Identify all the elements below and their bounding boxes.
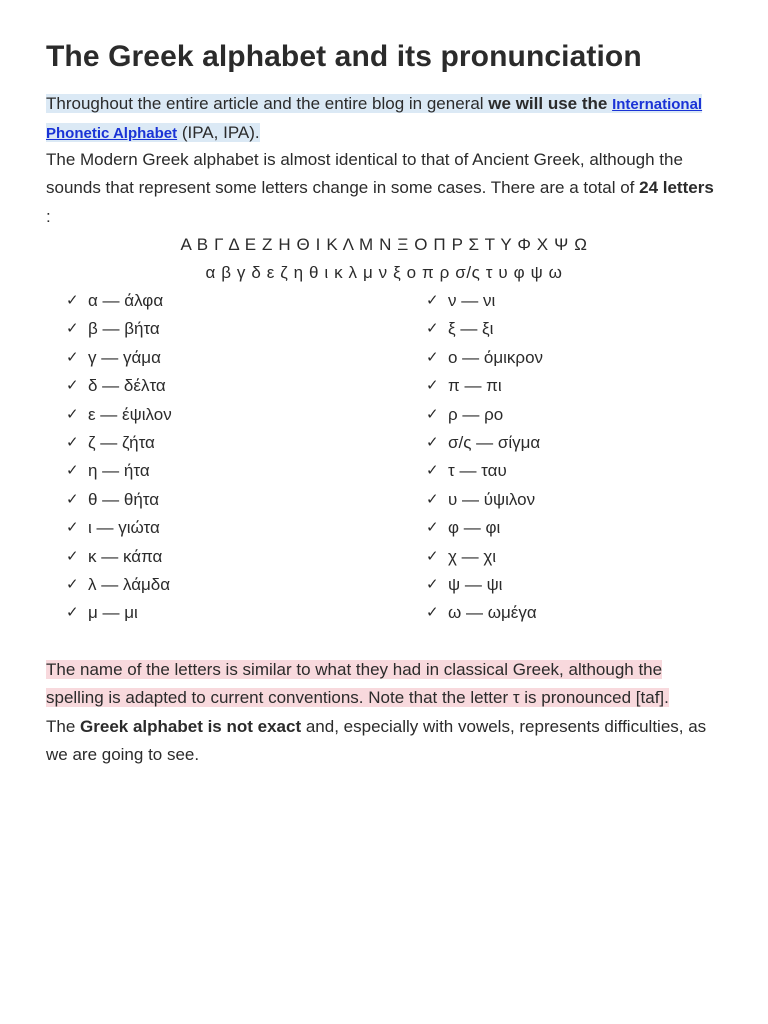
letter-name: υ — ύψιλον — [448, 489, 536, 509]
intro-highlight — [46, 94, 702, 142]
checkmark-icon: ✓ — [426, 348, 439, 366]
checkmark-icon: ✓ — [66, 575, 79, 593]
checkmark-icon: ✓ — [66, 490, 79, 508]
checkmark-icon: ✓ — [66, 547, 79, 565]
letter-list-item — [66, 599, 172, 627]
checkmark-icon: ✓ — [426, 377, 439, 395]
checkmark-icon: ✓ — [426, 547, 439, 565]
checkmark-icon: ✓ — [66, 320, 79, 338]
intro-paragraph — [46, 90, 722, 149]
letter-list-item — [426, 543, 543, 571]
letter-name: ι — γιώτα — [88, 518, 160, 538]
letter-list-item — [426, 486, 543, 514]
checkmark-icon: ✓ — [66, 292, 79, 309]
letter-names-paragraph — [46, 656, 722, 713]
letter-list-item — [66, 287, 172, 315]
checkmark-icon: ✓ — [66, 405, 79, 423]
letter-name: ο — όμικρον — [448, 347, 544, 367]
letter-name: μ — μι — [88, 603, 138, 623]
checkmark-icon: ✓ — [426, 405, 439, 423]
letter-name: γ — γάμα — [88, 347, 161, 367]
checkmark-icon: ✓ — [426, 575, 439, 593]
lowercase-alphabet: α β γ δ ε ζ η θ ι κ λ μ ν ξ ο π ρ σ/ς τ υ φ ψ ω — [205, 263, 563, 282]
modern-alphabet-paragraph: The Modern Greek alphabet is almost identical to that of Ancient Greek, although the sounds that represent some letters change in some cases. There are a total of 24 letters : — [46, 150, 714, 226]
letter-name: ε — έψιλον — [88, 404, 172, 424]
checkmark-icon: ✓ — [426, 433, 439, 451]
letter-name: β — βήτα — [88, 319, 160, 339]
letter-name: ζ — ζήτα — [88, 432, 155, 452]
letter-list-item — [66, 543, 172, 571]
letter-list-item — [426, 287, 543, 315]
checkmark-icon: ✓ — [66, 348, 79, 366]
ipa-link[interactable]: International Phonetic Alphabet — [46, 96, 703, 143]
letter-list-item — [426, 315, 543, 343]
letter-list-item — [66, 514, 172, 542]
letter-name: κ — κάπα — [88, 546, 163, 566]
letter-name: δ — δέλτα — [88, 376, 166, 396]
letter-name: ω — ωμέγα — [448, 603, 537, 623]
letter-count: 24 letters — [639, 178, 714, 198]
letter-list-item — [66, 429, 172, 457]
letter-name: η — ήτα — [88, 461, 150, 481]
intro-text-end: (IPA, IPA). — [177, 123, 260, 143]
letter-name: ψ — ψι — [448, 574, 503, 594]
letter-name: ν — νι — [448, 291, 496, 310]
intro-bold: we will use the — [488, 94, 608, 113]
letter-list-item — [66, 571, 172, 599]
letter-list-item — [426, 372, 543, 400]
letters-list-left — [66, 287, 172, 628]
letter-list-item — [426, 457, 543, 485]
exactness-paragraph: The Greek alphabet is not exact and, especially with vowels, represents difficulties, as we are going to see. — [46, 717, 707, 765]
letter-list-item — [66, 315, 172, 343]
letter-name: ξ — ξι — [448, 319, 494, 339]
letter-name: θ — θήτα — [88, 489, 160, 509]
letter-list-item — [66, 344, 172, 372]
page-title: The Greek alphabet and its pronunciation — [46, 40, 642, 73]
letters-list-right — [426, 287, 543, 628]
checkmark-icon: ✓ — [426, 490, 439, 508]
letter-name: χ — χι — [448, 546, 497, 566]
checkmark-icon: ✓ — [426, 604, 439, 622]
letter-list-item — [426, 429, 543, 457]
names-highlight: The name of the letters is similar to what they had in classical Greek, although the spelling is adapted to current conventions. Note that the letter τ is pronounced [taf]. — [46, 660, 669, 708]
letter-list-item — [66, 372, 172, 400]
letter-name: σ/ς — σίγμα — [448, 432, 541, 452]
checkmark-icon: ✓ — [66, 433, 79, 451]
letter-name: λ — λάμδα — [88, 574, 171, 594]
checkmark-icon: ✓ — [66, 377, 79, 395]
letter-list-item — [426, 401, 543, 429]
letter-name: τ — ταυ — [448, 461, 507, 481]
letter-list-item — [66, 486, 172, 514]
checkmark-icon: ✓ — [66, 519, 79, 537]
uppercase-alphabet: Α Β Γ Δ Ε Ζ Η Θ Ι Κ Λ Μ Ν Ξ Ο Π Ρ Σ Τ Υ Φ Χ Ψ Ω — [180, 235, 588, 254]
letter-name: α — άλφα — [88, 291, 164, 310]
checkmark-icon: ✓ — [426, 462, 439, 480]
checkmark-icon: ✓ — [66, 462, 79, 480]
letter-name: ρ — ρο — [448, 404, 504, 424]
letter-name: φ — φι — [448, 518, 501, 538]
letter-list-item — [66, 401, 172, 429]
checkmark-icon: ✓ — [66, 604, 79, 622]
checkmark-icon: ✓ — [426, 320, 439, 338]
intro-text: Throughout the entire article and the entire blog in general — [46, 94, 489, 113]
letter-list-item — [426, 571, 543, 599]
letter-list-item — [426, 344, 543, 372]
exactness-bold: Greek alphabet is not exact — [80, 717, 302, 736]
letter-list-item — [426, 514, 543, 542]
checkmark-icon: ✓ — [426, 292, 439, 309]
letter-list-item — [66, 457, 172, 485]
letter-name: π — πι — [448, 376, 502, 396]
checkmark-icon: ✓ — [426, 519, 439, 537]
letter-list-item — [426, 599, 543, 627]
